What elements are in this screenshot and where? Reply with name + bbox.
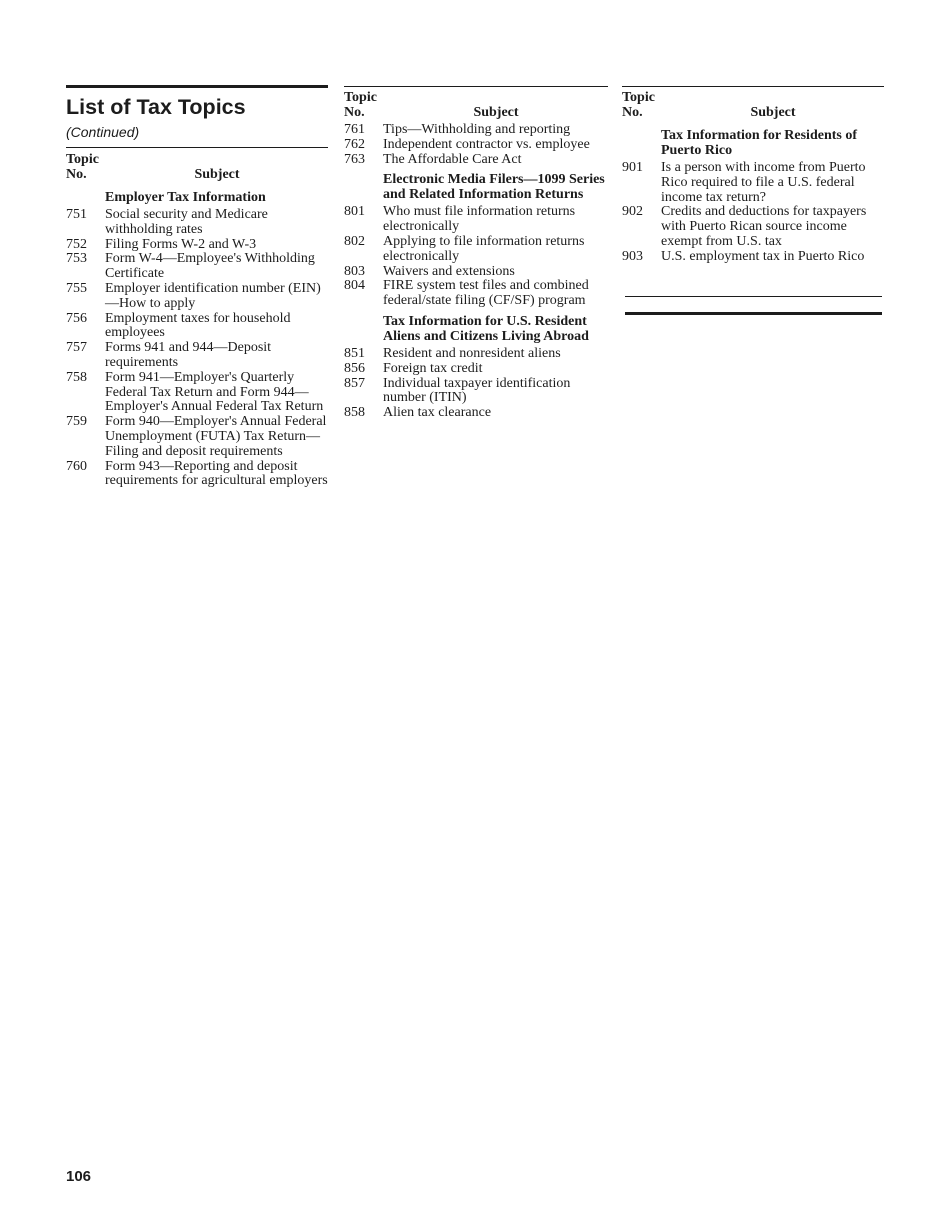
topic-number: 761: [344, 122, 365, 137]
topic-row: [66, 208, 328, 238]
topic-number: 856: [344, 360, 365, 376]
topic-table-2: [344, 86, 608, 421]
topic-subject: Form W-4—Employee's Withholding Certificate: [105, 251, 315, 282]
topic-row: [344, 138, 608, 153]
topic-subject: Credits and deductions for taxpayers with Puerto Rican source income exempt from U.S. tax: [661, 204, 867, 249]
topic-row: [66, 312, 328, 342]
topic-row: [344, 362, 608, 377]
topic-row: [66, 238, 328, 253]
topic-number: 755: [66, 280, 87, 296]
topic-number: 758: [66, 369, 87, 385]
header-divider: [66, 147, 328, 148]
topic-row: [344, 153, 608, 168]
topic-subject: The Affordable Care Act: [383, 151, 522, 167]
topic-row: [344, 406, 608, 421]
topic-number: 801: [344, 204, 365, 220]
topic-subject: Who must file information returns electronically: [383, 204, 576, 235]
topic-subject: Social security and Medicare withholding rates: [105, 207, 268, 237]
topic-row: [344, 347, 608, 362]
topic-number: 751: [66, 207, 87, 222]
topic-subject: FIRE system test files and combined federal/state filing (CF/SF) program: [383, 278, 589, 309]
topic-row: [622, 205, 884, 249]
topic-number: 851: [344, 345, 365, 361]
table-top-rule: [622, 86, 884, 87]
topic-number: 902: [622, 204, 643, 220]
end-rule-thick: [625, 312, 882, 315]
column-3-topics: [622, 128, 884, 265]
topic-subject: Tips—Withholding and reporting: [383, 122, 571, 137]
subject-header: Subject: [473, 105, 519, 120]
section-heading: Tax Information for U.S. Resident Aliens and Citizens Living Abroad: [383, 313, 589, 344]
topic-table-3: [622, 86, 884, 265]
topic-subject: Independent contractor vs. employee: [383, 136, 590, 152]
title-top-rule: [66, 85, 328, 88]
topic-subject: Individual taxpayer identification number (ITIN): [383, 375, 571, 406]
topic-subject: Filing Forms W-2 and W-3: [105, 236, 257, 252]
section-heading: Electronic Media Filers—1099 Series and Related Information Returns: [383, 172, 605, 203]
topic-row: [344, 265, 608, 280]
page-title: List of Tax Topics: [66, 95, 246, 119]
topic-row: [344, 123, 608, 138]
topic-row: [66, 341, 328, 371]
page-number: 106: [66, 1168, 92, 1185]
topic-number: 857: [344, 375, 365, 391]
topic-subject: Form 941—Employer's Quarterly Federal Tax Return and Form 944—Employer's Annual Federal Tax Return: [105, 369, 324, 415]
column-2-topics: [344, 123, 608, 421]
topic-row: [344, 235, 608, 265]
topic-subject: Is a person with income from Puerto Rico required to file a U.S. federal income tax return?: [661, 160, 866, 205]
topic-subject: U.S. employment tax in Puerto Rico: [661, 248, 865, 264]
subject-header: Subject: [194, 167, 240, 182]
title-block: [66, 85, 328, 148]
topic-number: 763: [344, 151, 365, 167]
table-top-rule: [344, 86, 608, 87]
section-heading: Tax Information for Residents of Puerto Rico: [661, 128, 858, 158]
topic-row: [622, 250, 884, 265]
table-header: [622, 90, 884, 123]
topic-number: 752: [66, 236, 87, 252]
topic-row: [66, 415, 328, 459]
topic-number: 756: [66, 310, 87, 326]
topic-number: 802: [344, 233, 365, 249]
topic-no-header: Topic No.: [622, 90, 655, 120]
topic-number: 858: [344, 405, 365, 421]
topic-row: [344, 279, 608, 309]
topic-no-header: Topic No.: [344, 90, 377, 120]
topic-number: 760: [66, 458, 87, 474]
topic-row: [66, 371, 328, 415]
topic-number: 803: [344, 263, 365, 279]
topic-row: [344, 377, 608, 407]
topic-no-header: Topic No.: [66, 152, 99, 182]
topic-number: 804: [344, 278, 365, 294]
section-heading: Employer Tax Information: [105, 190, 266, 205]
topic-row: [344, 205, 608, 235]
page-subtitle: (Continued): [66, 124, 140, 140]
topic-number: 757: [66, 340, 87, 356]
topic-subject: Alien tax clearance: [383, 405, 492, 421]
topic-number: 901: [622, 160, 643, 175]
topic-subject: Employer identification number (EIN)—How to apply: [105, 280, 321, 311]
topic-row: [66, 282, 328, 312]
end-rule-thin: [625, 296, 882, 297]
topic-subject: Form 943—Reporting and deposit requirements for agricultural employers: [105, 458, 328, 489]
topic-subject: Foreign tax credit: [383, 360, 483, 376]
topic-row: [66, 460, 328, 490]
topic-subject: Resident and nonresident aliens: [383, 345, 561, 361]
column-1-topics: [66, 190, 328, 489]
topic-number: 903: [622, 248, 643, 264]
topic-number: 753: [66, 251, 87, 267]
topic-table-1: [66, 149, 328, 489]
topic-subject: Employment taxes for household employees: [105, 310, 291, 341]
topic-number: 759: [66, 414, 87, 430]
topic-number: 762: [344, 136, 365, 152]
topic-row: [622, 161, 884, 205]
topic-subject: Waivers and extensions: [383, 263, 515, 279]
topic-subject: Form 940—Employer's Annual Federal Unemployment (FUTA) Tax Return—Filing and deposit requirements: [105, 414, 327, 459]
subject-header: Subject: [750, 105, 796, 120]
topic-subject: Applying to file information returns electronically: [383, 233, 585, 264]
table-header: [66, 152, 328, 185]
topic-row: [66, 252, 328, 282]
table-header: [344, 90, 608, 123]
topic-subject: Forms 941 and 944—Deposit requirements: [105, 340, 272, 370]
